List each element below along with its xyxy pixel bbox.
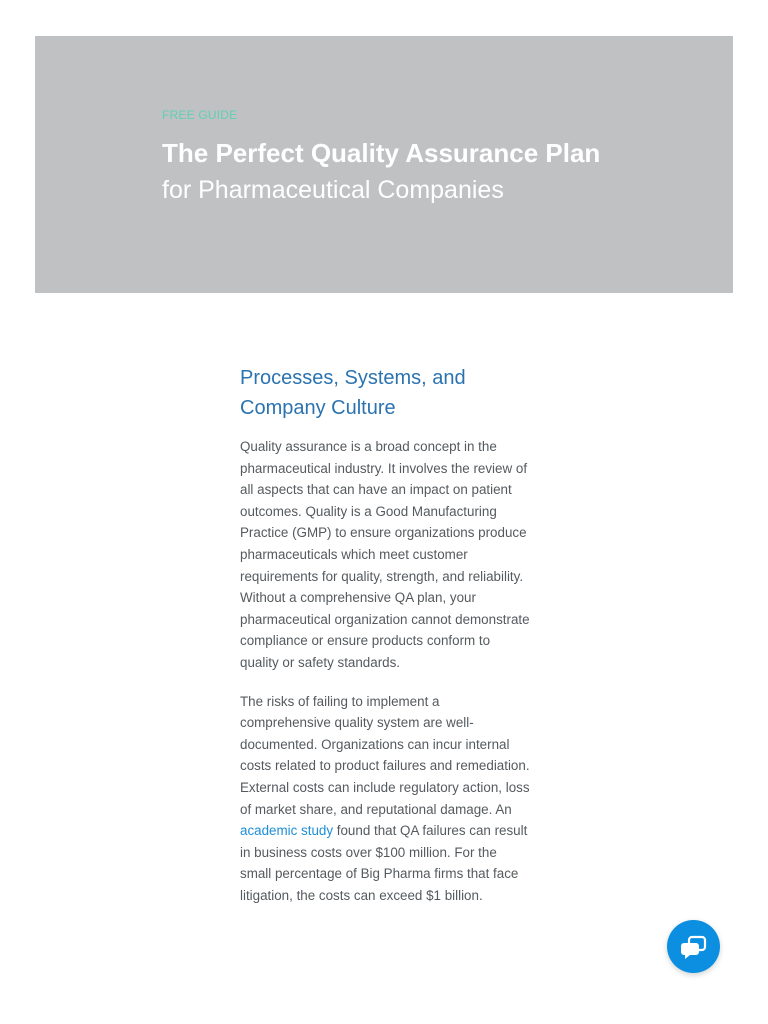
article-body xyxy=(240,363,530,923)
paragraph-text: found that QA failures can result in business costs over $100 million. For the small percentage of Big Pharma firms that face litigation, the costs can exceed $1 billion. xyxy=(240,823,528,903)
paragraph-text: The risks of failing to implement a comprehensive quality system are well-documented. Organizations can incur internal costs related to product failures and remediation. External costs can include regulatory action, loss of market share, and reputational damage. An xyxy=(240,693,530,817)
hero-title: The Perfect Quality Assurance Plan xyxy=(162,138,601,168)
hero-banner xyxy=(35,36,733,293)
article-paragraph xyxy=(240,691,530,907)
chat-bubbles-icon xyxy=(680,934,708,960)
chat-button[interactable] xyxy=(667,920,720,973)
academic-study-link[interactable]: academic study xyxy=(240,823,334,839)
section-heading: Processes, Systems, and Company Culture xyxy=(240,367,466,419)
article-paragraph: Quality assurance is a broad concept in the pharmaceutical industry. It involves the review of all aspects that can have an impact on patient outcomes. Quality is a Good Manufacturing Practice (GMP) to ensure organizations produce pharmaceuticals which meet customer requirements for quality, strength, and reliability. Without a comprehensive QA plan, your pharmaceutical organization cannot demonstrate compliance or ensure products conform to quality or safety standards. xyxy=(240,439,530,670)
hero-subtitle: for Pharmaceutical Companies xyxy=(162,176,504,204)
hero-eyebrow: FREE GUIDE xyxy=(162,108,238,122)
